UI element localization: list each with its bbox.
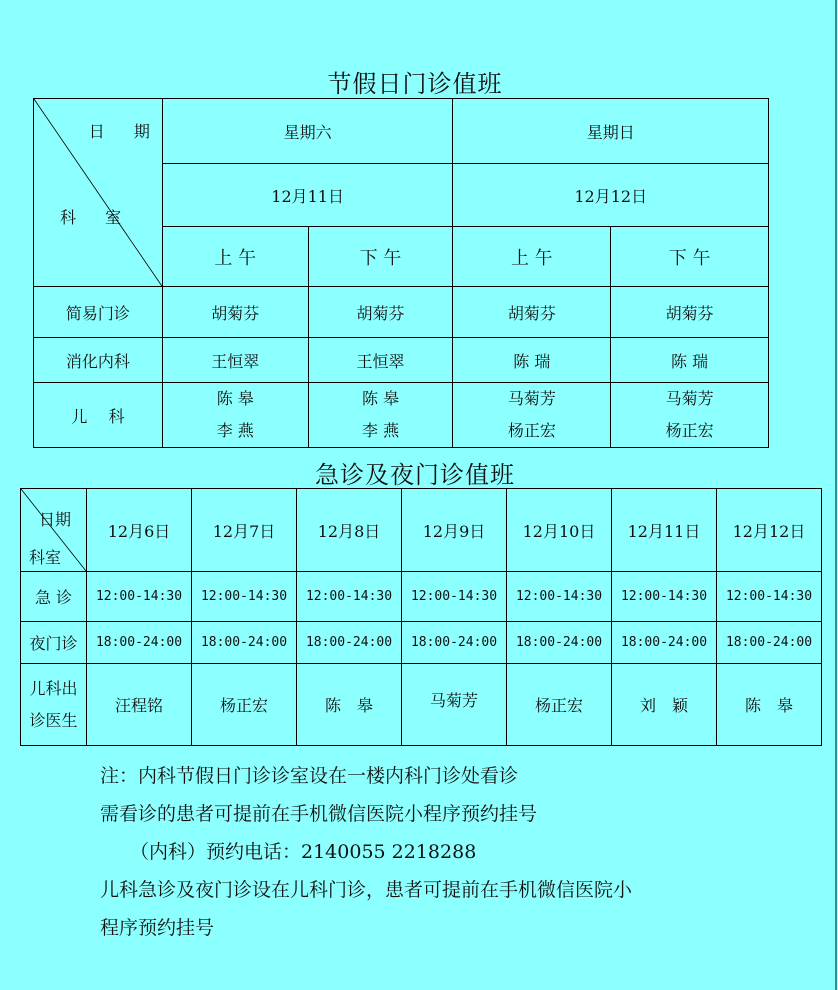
time-cell: 18:00-24:00 [717,622,822,664]
corner-dept-label: 科室 [29,548,62,567]
table-row [21,622,822,664]
time-cell: 12:00-14:30 [297,572,402,622]
date-header: 12月9日 [402,489,507,572]
dept-cell: 简易门诊 [34,287,163,338]
date-header: 12月11日 [612,489,717,572]
table-row [34,287,769,338]
doctor-cell [162,383,308,448]
doctor-cell: 汪程铭 [87,664,192,746]
date-header: 12月8日 [297,489,402,572]
time-cell: 18:00-24:00 [297,622,402,664]
doctor-name: 李 燕 [216,421,254,440]
time-cell: 18:00-24:00 [612,622,717,664]
note-phone-line: （内科）预约电话：2140055 2218288 [130,841,477,863]
date-header: 12月12日 [717,489,822,572]
dept-cell: 夜门诊 [21,622,87,664]
date-header: 12月6日 [87,489,192,572]
time-cell: 12:00-14:30 [507,572,612,622]
doctor-cell: 胡菊芬 [162,287,308,338]
time-cell: 18:00-24:00 [87,622,192,664]
table-row [21,664,822,746]
date-header: 12月12日 [453,164,769,227]
table-row [34,338,769,383]
doctor-cell: 马菊芳 [402,664,507,746]
doctor-cell [453,383,611,448]
table-row [21,572,822,622]
date-header: 12月11日 [162,164,453,227]
window-right-border [835,0,837,990]
date-header: 12月7日 [192,489,297,572]
note-line: 程序预约挂号 [100,917,215,939]
dept-line: 诊医生 [29,710,78,730]
doctor-name: 杨正宏 [665,421,714,440]
weekday-header: 星期日 [453,99,769,164]
holiday-schedule-table [33,98,769,448]
half-day-header: 下 午 [308,227,453,287]
dept-cell: 儿 科 [34,383,163,448]
dept-cell: 急 诊 [21,572,87,622]
doctor-cell: 王恒翠 [308,338,453,383]
notes-section [100,757,632,947]
doctor-cell: 王恒翠 [162,338,308,383]
time-cell: 18:00-24:00 [402,622,507,664]
note-line: 注：内科节假日门诊诊室设在一楼内科门诊处看诊 [100,765,519,787]
dept-cell [21,664,87,746]
note-line: 儿科急诊及夜门诊设在儿科门诊，患者可提前在手机微信医院小 [100,879,633,901]
time-cell: 12:00-14:30 [402,572,507,622]
doctor-cell [611,383,769,448]
doctor-cell: 胡菊芬 [453,287,611,338]
dept-cell: 消化内科 [34,338,163,383]
doctor-cell: 胡菊芬 [308,287,453,338]
doctor-name: 马菊芳 [507,389,556,408]
corner-date-label: 日期 [39,510,72,529]
doctor-name: 陈 皋 [216,389,254,408]
corner-cell [21,489,87,572]
time-cell: 12:00-14:30 [87,572,192,622]
doctor-name: 杨正宏 [507,421,556,440]
doctor-cell: 陈 瑞 [611,338,769,383]
doctor-cell: 杨正宏 [192,664,297,746]
doctor-cell: 陈 皋 [297,664,402,746]
night-schedule-title: 急诊及夜门诊值班 [315,461,515,489]
half-day-header: 下 午 [611,227,769,287]
half-day-header: 上 午 [453,227,611,287]
doctor-cell: 杨正宏 [507,664,612,746]
corner-dept-label: 科 室 [60,208,134,227]
dept-line: 儿科出 [29,678,78,698]
weekday-header: 星期六 [162,99,453,164]
corner-date-label: 日 期 [88,122,162,141]
date-header: 12月10日 [507,489,612,572]
note-line: 需看诊的患者可提前在手机微信医院小程序预约挂号 [100,803,538,825]
time-cell: 18:00-24:00 [192,622,297,664]
time-cell: 12:00-14:30 [612,572,717,622]
doctor-name: 李 燕 [361,421,400,440]
doctor-cell: 陈 皋 [717,664,822,746]
doctor-name: 陈 皋 [361,389,400,408]
doctor-cell: 胡菊芬 [611,287,769,338]
time-cell: 12:00-14:30 [717,572,822,622]
time-cell: 12:00-14:30 [192,572,297,622]
corner-cell [34,99,163,287]
doctor-cell: 刘 颖 [612,664,717,746]
doctor-cell: 陈 瑞 [453,338,611,383]
night-schedule-table [20,488,822,746]
doctor-name: 马菊芳 [665,389,714,408]
time-cell: 18:00-24:00 [507,622,612,664]
doctor-cell [308,383,453,448]
holiday-schedule-title: 节假日门诊值班 [327,70,503,98]
table-row [34,383,769,448]
half-day-header: 上 午 [162,227,308,287]
